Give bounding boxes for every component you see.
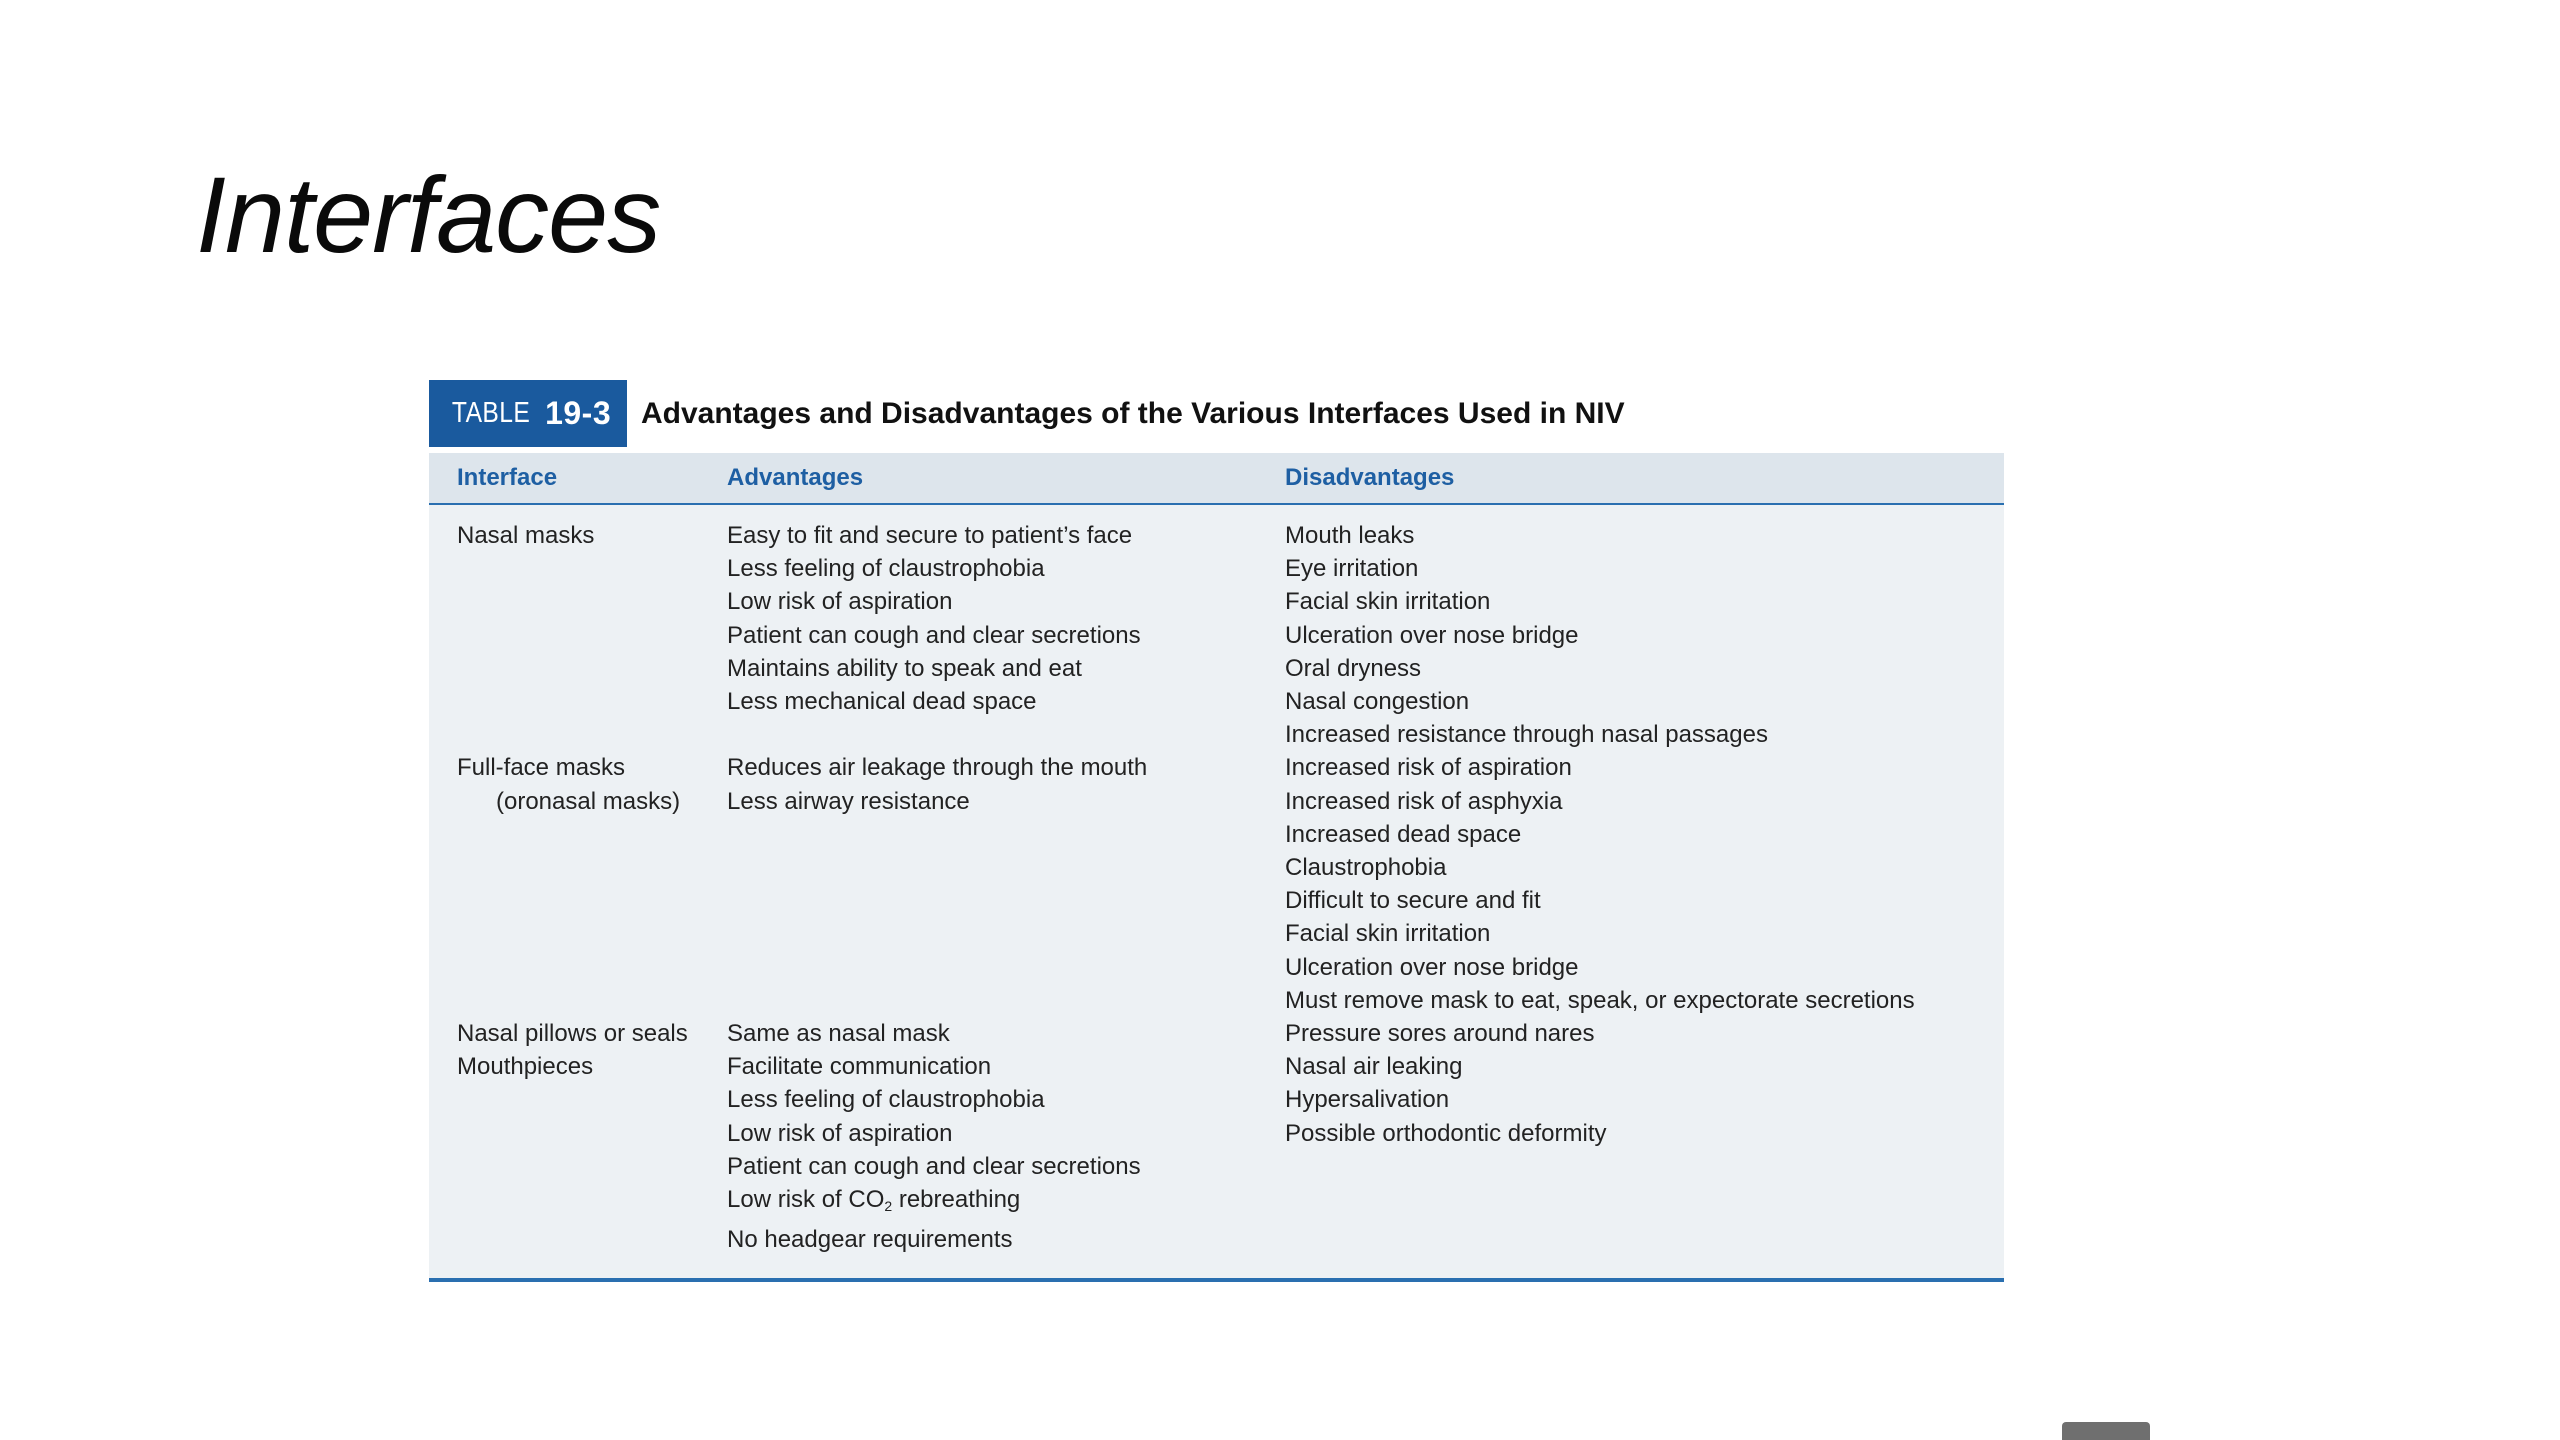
table-tag-word: TABLE — [451, 397, 531, 429]
player-control-tab[interactable] — [2062, 1422, 2150, 1440]
co2-text: Low risk of CO — [727, 1186, 885, 1214]
column-header-row — [429, 453, 2004, 505]
disadvantage-item: Eye irritation — [1285, 555, 1419, 583]
table-body — [429, 453, 2004, 1282]
table-tag-number: 19-3 — [545, 395, 612, 431]
advantage-item: Patient can cough and clear secretions — [727, 621, 1141, 649]
disadvantage-item: Increased resistance through nasal passages — [1285, 721, 1768, 749]
disadvantage-item: Increased risk of asphyxia — [1285, 787, 1563, 815]
disadvantage-item: Must remove mask to eat, speak, or expectorate secretions — [1285, 986, 1915, 1014]
interface-name: Nasal masks — [457, 522, 595, 549]
table-row — [429, 519, 2004, 751]
disadvantage-item: Hypersalivation — [1285, 1086, 1450, 1114]
disadvantage-item: Ulceration over nose bridge — [1285, 953, 1579, 981]
interface-cell — [429, 519, 727, 552]
disadvantage-item: Claustrophobia — [1285, 854, 1447, 882]
interface-cell — [429, 1017, 727, 1083]
advantage-item: Patient can cough and clear secretions — [727, 1152, 1141, 1180]
table-row — [429, 751, 2004, 1017]
disadvantage-item: Increased risk of aspiration — [1285, 754, 1572, 782]
disadvantage-item: Nasal congestion — [1285, 688, 1470, 716]
column-header-disadvantages: Disadvantages — [1285, 464, 1455, 491]
advantage-item: Same as nasal mask — [727, 1020, 950, 1048]
disadvantage-item: Increased dead space — [1285, 820, 1522, 848]
co2-subscript: 2 — [884, 1198, 893, 1215]
advantages-cell — [727, 1017, 1285, 1256]
table-rows — [429, 505, 2004, 1278]
disadvantages-cell — [1285, 1017, 2004, 1150]
data-table — [429, 380, 2004, 1282]
advantage-item: Less feeling of claustrophobia — [727, 1086, 1045, 1114]
advantage-item: Low risk of aspiration — [727, 1119, 953, 1147]
column-header-advantages: Advantages — [727, 464, 864, 491]
table-number-tag — [429, 380, 627, 447]
advantage-item: Less feeling of claustrophobia — [727, 555, 1045, 583]
co2-suffix: rebreathing — [892, 1186, 1021, 1214]
advantage-item: Easy to fit and secure to patient’s face — [727, 522, 1133, 549]
disadvantage-item: Possible orthodontic deformity — [1285, 1119, 1607, 1147]
advantages-cell — [727, 519, 1285, 718]
interface-name-alias: (oronasal masks) — [496, 787, 681, 815]
disadvantage-item: Ulceration over nose bridge — [1285, 621, 1579, 649]
table-row — [429, 1017, 2004, 1256]
advantage-item: Less airway resistance — [727, 787, 970, 815]
advantage-item-co2 — [727, 1183, 1285, 1223]
slide-title: Interfaces — [196, 154, 661, 275]
disadvantage-item: Nasal air leaking — [1285, 1053, 1463, 1081]
column-header-interface: Interface — [457, 464, 558, 491]
advantage-item: Facilitate communication — [727, 1053, 992, 1081]
interface-name: Mouthpieces — [457, 1053, 594, 1081]
disadvantage-item: Facial skin irritation — [1285, 920, 1491, 948]
advantages-cell — [727, 751, 1285, 817]
interface-cell — [429, 751, 727, 817]
table-caption: Advantages and Disadvantages of the Various Interfaces Used in NIV — [641, 396, 1625, 430]
interface-name: Nasal pillows or seals — [457, 1020, 688, 1048]
advantage-item: Reduces air leakage through the mouth — [727, 754, 1148, 782]
advantage-item: Maintains ability to speak and eat — [727, 654, 1082, 682]
disadvantages-cell — [1285, 751, 2004, 1017]
disadvantage-item: Mouth leaks — [1285, 522, 1415, 549]
disadvantages-cell — [1285, 519, 2004, 751]
interface-name: Full-face masks — [457, 754, 626, 782]
disadvantage-item: Facial skin irritation — [1285, 588, 1491, 616]
disadvantage-item: Oral dryness — [1285, 654, 1422, 682]
advantage-item: Less mechanical dead space — [727, 688, 1037, 716]
disadvantage-item: Pressure sores around nares — [1285, 1020, 1595, 1048]
table-header — [429, 380, 2004, 447]
advantage-item: Low risk of aspiration — [727, 588, 953, 616]
disadvantage-item: Difficult to secure and fit — [1285, 887, 1541, 915]
advantage-item: No headgear requirements — [727, 1226, 1013, 1254]
